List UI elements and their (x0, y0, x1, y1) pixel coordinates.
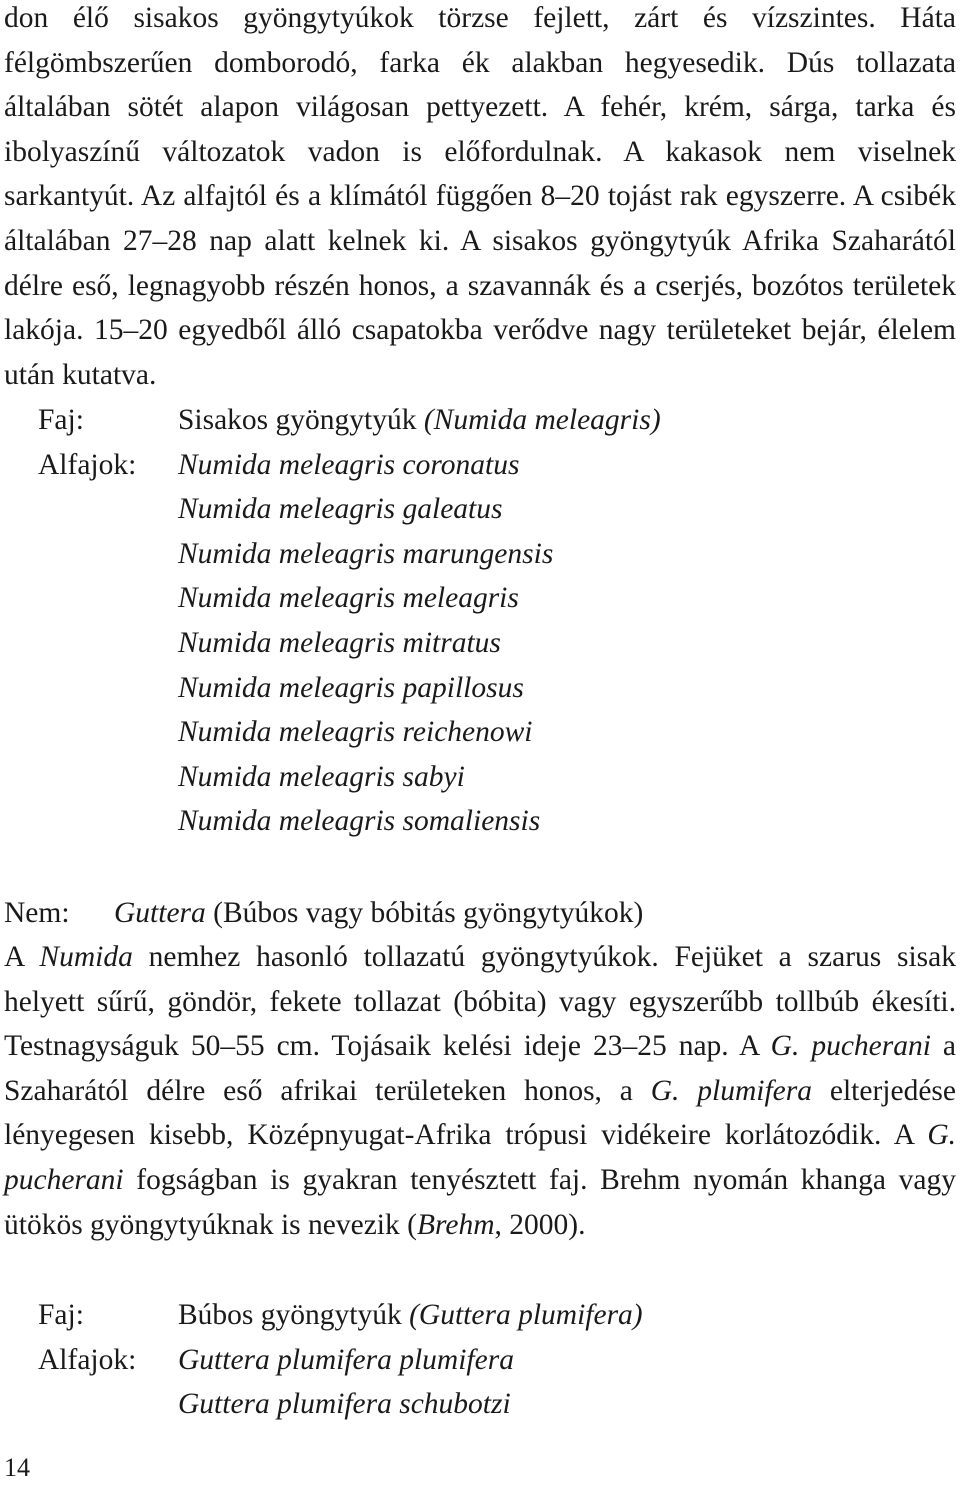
text-run: elterjedése lényegesen kisebb, Középnyugat-Afrika trópusi vidékeire korlátozódik. A (4, 1074, 956, 1152)
subspecies-list (178, 1338, 514, 1427)
taxon-block-guttera (38, 1293, 643, 1427)
subspecies-row (38, 1338, 643, 1427)
subspecies-item: Numida meleagris somaliensis (178, 805, 541, 838)
subspecies-row (38, 443, 661, 844)
text-run: a Szaharától délre eső afrikai területeken honos, a (4, 1030, 956, 1107)
subspecies-item: Numida meleagris coronatus (178, 448, 520, 481)
species-name: Búbos gyöngytyúk (Guttera plumifera) (178, 1299, 643, 1331)
species-row (38, 1293, 643, 1338)
text-run: fogságban is gyakran tenyésztett faj. Brehm nyomán khanga vagy ütökös gyöngytyúknak is nevezik ( (4, 1163, 956, 1241)
italic-term: G. pucherani (4, 1119, 956, 1196)
italic-term: Numida (39, 941, 133, 973)
italic-term: G. pucherani (770, 1030, 931, 1063)
subspecies-list (178, 443, 553, 844)
italic-term: Brehm (416, 1208, 495, 1241)
genus-common: (Búbos vagy bóbitás gyöngytyúkok) (205, 897, 644, 929)
species-row (38, 398, 661, 443)
taxon-block-numida (38, 398, 661, 844)
subspecies-item: Guttera plumifera plumifera (178, 1343, 514, 1376)
text-run: nemhez hasonló tollazatú gyöngytyúkok. Fejüket a szarus sisak helyett sűrű, göndör, fekete tollazat (bóbita) vagy egyszerűbb tollbúb ékesíti. Testnagyságuk 50–55 cm. Tojásaik kelési ideje 23–25 nap. A (4, 941, 956, 1063)
subspecies-item: Numida meleagris mitratus (178, 626, 501, 659)
text-run: A (4, 941, 40, 973)
subspecies-item: Numida meleagris meleagris (178, 582, 519, 615)
subspecies-item: Numida meleagris sabyi (178, 760, 465, 793)
species-label: Faj: (38, 1299, 84, 1331)
genus-label: Nem: (4, 897, 70, 929)
paragraph-guttera (4, 935, 956, 1247)
subspecies-item: Numida meleagris galeatus (178, 493, 503, 526)
subspecies-item: Numida meleagris reichenowi (178, 716, 533, 749)
subspecies-item: Guttera plumifera schubotzi (178, 1388, 511, 1421)
page-number: 14 (4, 1453, 30, 1482)
subspecies-item: Numida meleagris marungensis (178, 537, 554, 570)
species-label: Faj: (38, 404, 84, 436)
genus-heading (4, 891, 643, 936)
species-name: Sisakos gyöngytyúk (Numida meleagris) (178, 404, 661, 436)
subspecies-label: Alfajok: (38, 448, 137, 481)
text-run: don élő sisakos gyöngytyúkok törzse fejlett, zárt és vízszintes. Háta félgömbszerűen domborodó, farka ék alakban hegyesedik. Dús tollazata általában sötét alapon világosan pettyezett. A fehér, krém, sárga, tarka és ibolyaszínű változatok vadon is előfordulnak. A kakasok nem viselnek sarkantyút. Az alfajtól és a klímától függően 8–20 tojást rak egyszerre. A csibék általában 27–28 nap alatt kelnek ki. A sisakos gyöngytyúk Afrika Szaharától délre eső, legnagyobb részén honos, a szavannák és a cserjés, bozótos területek lakója. 15–20 egyedből álló csapatokba verődve nagy területeket bejár, élelem után kutatva. (4, 2, 956, 391)
text-run: , 2000). (494, 1208, 586, 1241)
italic-term: G. plumifera (650, 1074, 813, 1107)
subspecies-label: Alfajok: (38, 1343, 137, 1376)
genus-latin: Guttera (114, 897, 206, 929)
paragraph-1 (4, 0, 956, 397)
subspecies-item: Numida meleagris papillosus (178, 671, 524, 704)
